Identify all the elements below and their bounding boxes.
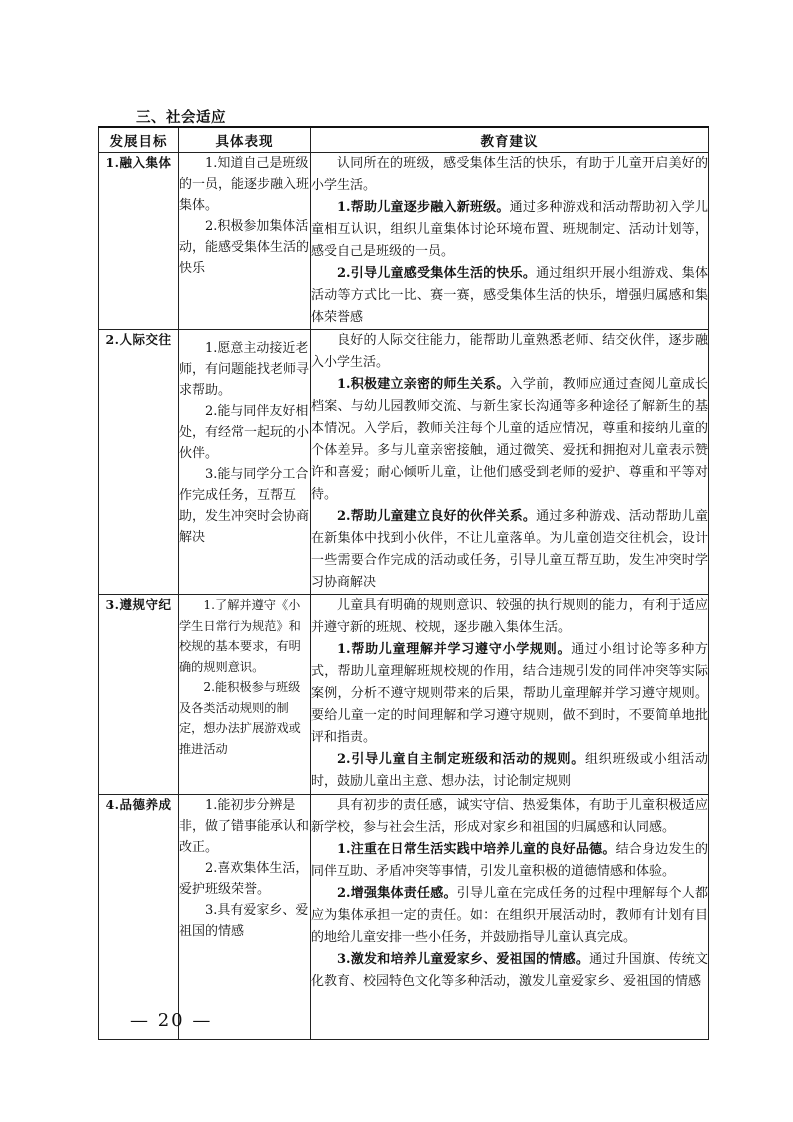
advice-text: 入学前，教师应通过查阅儿童成长档案、与幼儿园教师交流、与新生家长沟通等多种途径了解新生的基本情况。入学后，教师关注每个儿童的适应情况，尊重和接纳儿童的个体差异。多与儿童亲密接触，通过微笑、爱抚和拥抱对儿童表示赞许和喜爱；耐心倾听儿童，让他们感受到老师的爱护、尊重和平等对待。 (311, 377, 708, 502)
performance-cell (179, 330, 311, 595)
advice-heading: 1.注重在日常生活实践中培养儿童的良好品德。 (337, 842, 616, 857)
performance-item: 2.能积极参与班级及各类活动规则的制定，想办法扩展游戏或推进活动 (179, 680, 301, 756)
advice-text: 组织班级或小组活动时，鼓励儿童出主意、想办法，讨论制定规则 (311, 752, 708, 789)
performance-item: 1.知道自己是班级的一员，能逐步融入班集体。 (179, 156, 310, 213)
advice-paragraph (311, 153, 708, 197)
page-number: — 20 — (130, 1010, 213, 1031)
advice-text: 良好的人际交往能力，能帮助儿童熟悉老师、结交伙伴，逐步融入小学生活。 (311, 333, 708, 370)
advice-paragraph (311, 506, 708, 594)
advice-text: 引导儿童在完成任务的过程中理解每个人都应为集体承担一定的责任。如：在组织开展活动时，教师有计划有目的地给儿童安排一些小任务，并鼓励指导儿童认真完成。 (311, 886, 708, 945)
advice-paragraph (311, 749, 708, 793)
advice-heading: 2.引导儿童感受集体生活的快乐。 (337, 266, 537, 281)
advice-cell (311, 795, 709, 1040)
performance-item: 1.了解并遵守《小学生日常行为规范》和校规的基本要求，有明确的规则意识。 (179, 598, 301, 674)
advice-paragraph (311, 839, 708, 883)
advice-text: 通过组织开展小组游戏、集体活动等方式比一比、赛一赛，感受集体生活的快乐，增强归属感和集体荣誉感 (311, 266, 708, 325)
advice-text: 儿童具有明确的规则意识、较强的执行规则的能力，有利于适应并遵守新的班规、校规，逐步融入集体生活。 (311, 598, 708, 635)
advice-cell (311, 595, 709, 795)
advice-paragraph (311, 374, 708, 506)
advice-paragraph (311, 263, 708, 329)
advice-cell (311, 330, 709, 595)
advice-paragraph (311, 949, 708, 993)
advice-heading: 1.积极建立亲密的师生关系。 (337, 377, 510, 392)
advice-text: 认同所在的班级，感受集体生活的快乐，有助于儿童开启美好的小学生活。 (311, 156, 708, 193)
goal-cell: 3.遵规守纪 (99, 595, 179, 795)
advice-text: 通过多种游戏和活动帮助初入学儿童相互认识，组织儿童集体讨论环境布置、班规制定、活动计划等，感受自己是班级的一员。 (311, 200, 708, 259)
goal-cell: 1.融入集体 (99, 153, 179, 330)
advice-paragraph (311, 639, 708, 749)
table-row (99, 153, 709, 330)
performance-item: 2.积极参加集体活动，能感受集体生活的快乐 (179, 219, 310, 276)
header-performance: 具体表现 (179, 127, 311, 153)
advice-text: 通过多种游戏、活动帮助儿童在新集体中找到小伙伴，不让儿童落单。为儿童创造交往机会，设计一些需要合作完成的活动或任务，引导儿童互帮互助，发生冲突时学习协商解决 (311, 509, 708, 590)
advice-cell (311, 153, 709, 330)
performance-item: 2.能与同伴友好相处，有经常一起玩的小伙伴。 (179, 404, 310, 461)
development-table (98, 126, 709, 1040)
advice-paragraph (311, 197, 708, 263)
advice-text: 通过小组讨论等多种方式，帮助儿童理解班规校规的作用，结合违规引发的同伴冲突等实际案例，分析不遵守规则带来的后果，帮助儿童理解并学习遵守规则。要给儿童一定的时间理解和学习遵守规则，做不到时，不要简单地批评和指责。 (311, 642, 708, 745)
advice-paragraph (311, 330, 708, 374)
header-advice: 教育建议 (311, 127, 709, 153)
section-title: 三、社会适应 (136, 109, 226, 126)
table-row (99, 595, 709, 795)
table-row (99, 795, 709, 1040)
advice-heading: 2.增强集体责任感。 (337, 886, 457, 901)
advice-text: 具有初步的责任感，诚实守信、热爱集体，有助于儿童积极适应新学校，参与社会生活，形成对家乡和祖国的归属感和认同感。 (311, 798, 708, 835)
performance-cell (179, 595, 311, 795)
performance-item: 2.喜欢集体生活，爱护班级荣誉。 (179, 861, 309, 897)
table-row (99, 330, 709, 595)
header-goal: 发展目标 (99, 127, 179, 153)
advice-heading: 2.帮助儿童建立良好的伙伴关系。 (337, 509, 537, 524)
advice-text: 通过升国旗、传统文化教育、校园特色文化等多种活动，激发儿童爱家乡、爱祖国的情感 (311, 952, 708, 989)
advice-heading: 3.激发和培养儿童爱家乡、爱祖国的情感。 (337, 952, 590, 967)
advice-heading: 1.帮助儿童逐步融入新班级。 (337, 200, 510, 215)
advice-paragraph (311, 883, 708, 949)
goal-cell: 2.人际交往 (99, 330, 179, 595)
performance-item: 3.能与同学分工合作完成任务，互帮互助，发生冲突时会协商解决 (179, 467, 310, 545)
performance-item: 1.愿意主动接近老师，有问题能找老师寻求帮助。 (179, 341, 310, 398)
performance-cell (179, 153, 311, 330)
table-header-row (99, 127, 709, 153)
advice-paragraph (311, 595, 708, 639)
performance-cell (179, 795, 311, 1040)
advice-heading: 1.帮助儿童理解并学习遵守小学规则。 (337, 642, 572, 657)
advice-heading: 2.引导儿童自主制定班级和活动的规则。 (337, 752, 586, 767)
performance-item: 3.具有爱家乡、爱祖国的情感 (179, 903, 309, 939)
advice-paragraph (311, 795, 708, 839)
goal-cell: 4.品德养成 (99, 795, 179, 1040)
performance-item: 1.能初步分辨是非，做了错事能承认和改正。 (179, 798, 310, 855)
advice-text: 结合身边发生的同伴互助、矛盾冲突等事情，引发儿童积极的道德情感和体验。 (311, 842, 708, 879)
